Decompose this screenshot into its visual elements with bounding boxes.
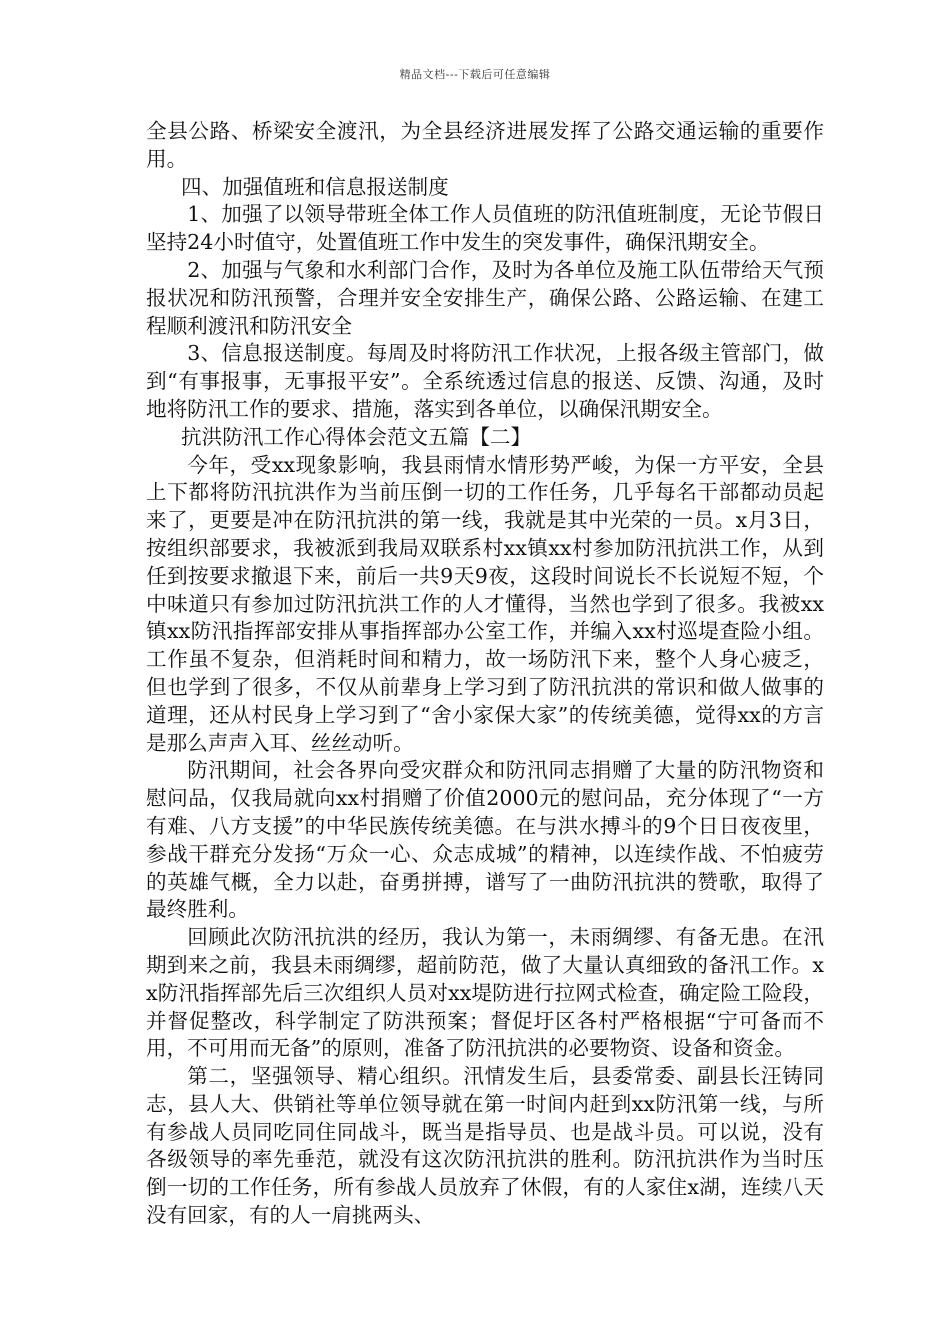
paragraph: 防汛期间，社会各界向受灾群众和防汛同志捐赠了大量的防汛物资和慰问品，仅我局就向xx村捐赠了价值2000元的慰问品，充分体现了“一方有难、八方支援”的中华民族传统美德。在与洪水搏斗的9个日日夜夜里，参战干群充分发扬“万众一心、众志成城”的精神，以连续作战、不怕疲劳的英雄气概，全力以赴，奋勇拼搏，谱写了一曲防汛抗洪的赞歌，取得了最终胜利。 [146,758,824,922]
paragraph: 今年，受xx现象影响，我县雨情水情形势严峻，为保一方平安，全县上下都将防汛抗洪作为当前压倒一切的工作任务，几乎每名干部都动员起来了，更要是冲在防汛抗洪的第一线，我就是其中光荣的一员。x月3日，按组织部要求，我被派到我局双联系村xx镇xx村参加防汛抗洪工作，从到任到按要求撤退下来，前后一共9天9夜，这段时间说长不长说短不短，个中味道只有参加过防汛抗洪工作的人才懂得，当然也学到了很多。我被xx镇xx防汛指挥部安排从事指挥部办公室工作，并编入xx村巡堤查险小组。工作虽不复杂，但消耗时间和精力，故一场防汛下来，整个人身心疲乏，但也学到了很多，不仅从前辈身上学习到了防汛抗洪的常识和做人做事的道理，还从村民身上学习到了“舍小家保大家”的传统美德，觉得xx的方言是那么声声入耳、丝丝动听。 [146,452,824,755]
paragraph: 2、加强与气象和水利部门合作，及时为各单位及施工队伍带给天气预报状况和防汛预警，合理并安全安排生产，确保公路、公路运输、在建工程顺利渡汛和防汛安全 [146,257,824,338]
paragraph: 3、信息报送制度。每周及时将防汛工作状况，上报各级主管部门，做到“有事报事，无事报平安”。全系统透过信息的报送、反馈、沟通，及时地将防汛工作的要求、措施，落实到各单位，以确保汛期安全。 [146,341,824,421]
section-heading: 抗洪防汛工作心得体会范文五篇【二】 [181,424,532,449]
paragraph: 1、加强了以领导带班全体工作人员值班的防汛值班制度，无论节假日坚持24小时值守，处置值班工作中发生的突发事件，确保汛期安全。 [146,202,824,255]
paragraph: 第二，坚强领导、精心组织。汛情发生后，县委常委、副县长汪铸同志，县人大、供销社等单位领导就在第一时间内赶到xx防汛第一线，与所有参战人员同吃同住同战斗，既当是指导员、也是战斗员。可以说，没有各级领导的率先垂范，就没有这次防汛抗洪的胜利。防汛抗洪作为当时压倒一切的工作任务，所有参战人员放弃了休假，有的人家住x湖，连续八天没有回家，有的人一肩挑两头、 [146,1064,824,1228]
document-body [146,118,824,1230]
page-header: 精品文档---下载后可任意编辑 [399,68,551,81]
paragraph: 全县公路、桥梁安全渡汛，为全县经济进展发挥了公路交通运输的重要作用。 [146,119,824,171]
paragraph: 回顾此次防汛抗洪的经历，我认为第一，未雨绸缪、有备无患。在汛期到来之前，我县未雨绸缪，超前防范，做了大量认真细致的备汛工作。xx防汛指挥部先后三次组织人员对xx堤防进行拉网式检查，确定险工险段，并督促整改，科学制定了防洪预案；督促圩区各村严格根据“宁可备而不用，不可用而无备”的原则，准备了防汛抗洪的必要物资、设备和资金。 [146,925,824,1061]
section-heading: 四、加强值班和信息报送制度 [181,174,449,199]
